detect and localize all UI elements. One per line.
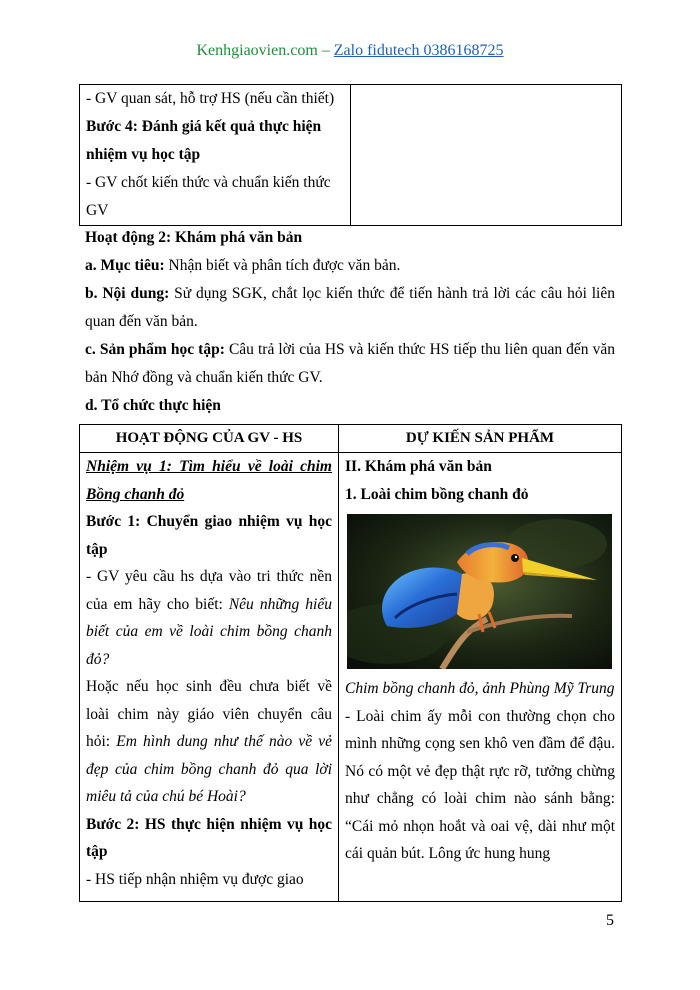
content-paragraph <box>85 280 615 336</box>
kingfisher-illustration <box>347 514 612 669</box>
activity-right-cell <box>339 453 622 902</box>
product-paragraph <box>85 336 615 392</box>
paragraph-1: - GV yêu cầu hs dựa vào tri thức nền của em hãy cho biết: Nêu những hiểu biết của em về loài chim bồng chanh đỏ? <box>86 568 332 668</box>
subsection-heading: 1. Loài chim bồng chanh đỏ <box>345 485 529 503</box>
continuation-left-cell <box>80 85 351 226</box>
objective-paragraph <box>85 252 615 280</box>
step-2-heading: Bước 2: HS thực hiện nhiệm vụ học tập <box>86 815 332 860</box>
section-heading: II. Khám phá văn bản <box>345 458 492 475</box>
col-header-activity: HOẠT ĐỘNG CỦA GV - HS <box>80 425 339 453</box>
step-4-heading: Bước 4: Đánh giá kết quả thực hiện nhiệm vụ học tập <box>86 118 322 163</box>
col-header-product: DỰ KIẾN SẢN PHẨM <box>339 425 622 453</box>
header-site: Kenhgiaovien.com – <box>196 42 334 59</box>
organization-label: d. Tổ chức thực hiện <box>85 397 221 414</box>
content-text: Sử dụng SGK, chắt lọc kiến thức để tiến hành trả lời các câu hỏi liên quan đến văn bản. <box>85 285 615 330</box>
activity-table <box>79 424 622 902</box>
description-text: - Loài chim ấy mỗi con thường chọn cho mình những cọng sen khô ven đầm để đậu. Nó có một vẻ đẹp thật rực rỡ, tưởng chừng như chẳng có loài chim nào sánh bằng: “Cái mỏ nhọn hoắt và oai vệ, dài như một cái quản bút. Lông ức hung hung <box>345 707 615 862</box>
paragraph-2: Hoặc nếu học sinh đều chưa biết về loài chim này giáo viên chuyển câu hỏi: Em hình dung như thế nào về vẻ đẹp của chim bồng chanh đỏ qua lời miêu tả của chú bé Hoài? <box>86 678 332 805</box>
text-line: - GV chốt kiến thức và chuẩn kiến thức GV <box>86 174 331 219</box>
objective-text: Nhận biết và phân tích được văn bản. <box>164 257 401 274</box>
product-text: Câu trả lời của HS và kiến thức HS tiếp thu liên quan đến văn bản Nhớ đồng và chuẩn kiến thức GV. <box>85 341 615 386</box>
header-contact-link[interactable]: Zalo fidutech 0386168725 <box>333 42 504 59</box>
activity-left-cell <box>80 453 339 902</box>
objective-label: a. Mục tiêu: <box>85 257 165 274</box>
continuation-right-cell <box>351 85 622 226</box>
activity-title: Hoạt động 2: Khám phá văn bản <box>85 229 303 246</box>
page-number: 5 <box>606 912 614 929</box>
activity-section <box>85 224 615 420</box>
paragraph-3: - HS tiếp nhận nhiệm vụ được giao <box>86 870 304 888</box>
step-1-heading: Bước 1: Chuyển giao nhiệm vụ học tập <box>86 513 332 558</box>
text-line: - GV quan sát, hỗ trợ HS (nếu cần thiết) <box>86 90 335 107</box>
task-1-heading: Nhiệm vụ 1: Tìm hiểu về loài chim Bồng chanh đỏ <box>86 458 332 503</box>
page-header <box>0 42 700 60</box>
kingfisher-photo <box>347 514 612 669</box>
photo-caption: Chim bồng chanh đỏ, ảnh Phùng Mỹ Trung <box>345 680 615 697</box>
product-label: c. Sản phẩm học tập: <box>85 341 225 358</box>
continuation-table <box>79 84 622 226</box>
content-label: b. Nội dung: <box>85 285 170 302</box>
